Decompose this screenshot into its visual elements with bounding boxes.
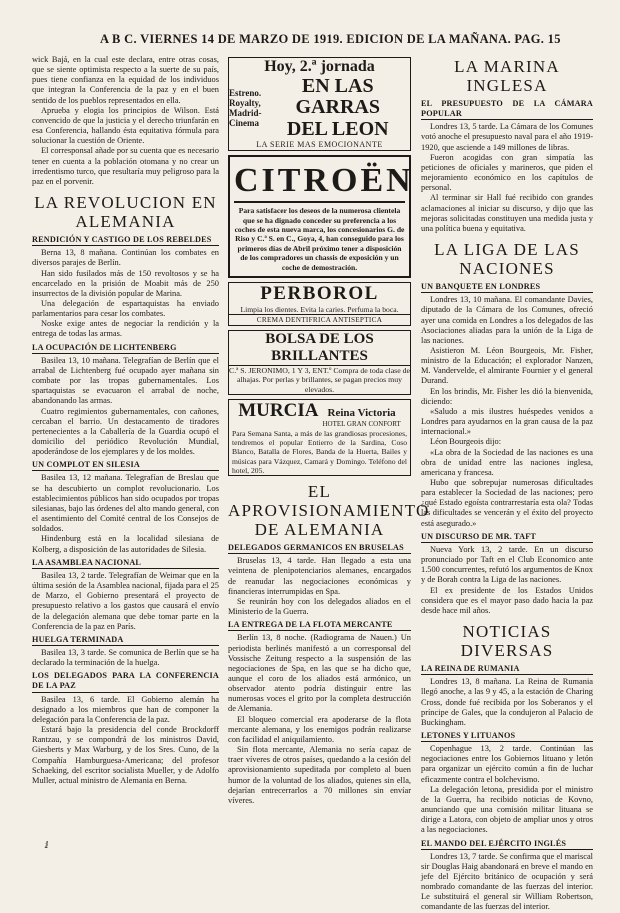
- perborol-advertisement: [228, 282, 411, 326]
- paragraph: Asistieron M. Léon Bourgeois, Mr. Fisher, ministro de la Educación; el explorador Nanzen, M. Vandervelde, el almirante Fournier y el general Durand.: [421, 345, 593, 386]
- paragraph: Cuatro regimientos gubernamentales, con cañones, cercaban el barrio. Un destacamento de tiradores pertenecientes a la Caballería de la Guardia ocupó el domicilio del periódico Revolución Mundial, apoderándose de los ejemplares y de los moldes.: [32, 406, 219, 457]
- section-heading: UN DISCURSO DE MR. TAFT: [421, 532, 593, 543]
- paragraph: «La obra de la Sociedad de las naciones es una obra de unidad entre las naciones inglesa, americana y francesa.: [421, 447, 593, 477]
- paragraph: El corresponsal añade por su cuenta que es necesario tener en cuenta a la población otomana y no crear un irredentismo turco, que resultaría muy peligroso para la paz en el porvenir.: [32, 146, 219, 186]
- paragraph: Basilea 13, 6 tarde. El Gobierno alemán ha designado a los miembros que han de componer la delegación para la Conferencia de la paz.: [32, 694, 219, 724]
- cinema-advertisement: [228, 57, 411, 151]
- paragraph: Fueron acogidas con gran simpatía las peticiones de oficiales y marineros, que piden el mejoramiento económico en los capítulos de personal.: [421, 152, 593, 193]
- paragraph: Estará bajo la presidencia del conde Brockdorff Rantzau, y se compondrá de los ministros David, Giesberts y Max Warburg, y de los Sres. Cuno, de la Compañía Hamburguesa-Americana; del profesor Schaeking, del escritor socialista Mueller, y de Adolfo Muller, actual ministro de Alemania en Berna.: [32, 725, 219, 785]
- ad-text: Para satisfacer los deseos de la numerosa clientela que se ha dignado conceder su preferencia a los coches de esta nueva marca, los concesionarios G. de Riso y C.ª S. en C., Goya, 4, han conseguido para los primeros días de Abril próximo tener a disposición de los compradores un chassis de exposición y un coche de demostración.: [234, 206, 405, 272]
- column-3: [421, 55, 593, 912]
- paragraph: Londres 13, 5 tarde. La Cámara de los Comunes votó anoche el presupuesto naval para el año 1919-1920, que asciende a 149 millones de libras.: [421, 122, 593, 152]
- column-2: [228, 55, 430, 855]
- section-heading: EL PRESUPUESTO DE LA CÁMARA POPULAR: [421, 99, 593, 120]
- perborol-logo: PERBOROL: [260, 283, 379, 304]
- ad-text: C.ª S. JERONIMO, 1 Y 3, ENT.º Compra de toda clase de alhajas. Por perlas y brillantes, se pagan precios muy elevados.: [229, 366, 410, 394]
- paragraph: Se reunirán hoy con los delegados aliados en el Ministerio de la Guerra.: [228, 596, 411, 617]
- ad-logo: MURCIA: [238, 399, 319, 421]
- paragraph: Aprueba y elogia los principios de Wilson. Está convencido de que la justicia y el derecho triunfarán en esa Conferencia, hallando ésta equitativa fórmula para solucionar la cuestión de Oriente.: [32, 105, 219, 146]
- ad-headline: Hoy, 2.ª jornada: [264, 58, 375, 75]
- section-heading: EL MANDO DEL EJÉRCITO INGLÉS: [421, 839, 593, 850]
- film-title-line-2: DEL LEON: [286, 118, 389, 140]
- column-1: [32, 55, 219, 855]
- section-heading: LOS DELEGADOS PARA LA CONFERENCIA DE LA PAZ: [32, 671, 219, 692]
- paragraph: Londres 13, 8 mañana. La Reina de Rumania llegó anoche, a las 9 y 45, a la estación de Charing Cross, donde fué recibida por los Soberanos y el príncipe de Gales, que la condujeron al Palacio de Buckingham.: [421, 677, 593, 727]
- ad-venues: Estreno. Royalty, Madrid- Cinema: [229, 88, 262, 128]
- section-heading: LETONES Y LITUANOS: [421, 731, 593, 742]
- section-heading: LA ASAMBLEA NACIONAL: [32, 558, 219, 569]
- ad-logo: BOLSA DE LOS BRILLANTES: [229, 331, 410, 366]
- section-heading: RENDICIÓN Y CASTIGO DE LOS REBELDES: [32, 235, 219, 246]
- citroen-logo: CITROËN: [234, 161, 405, 203]
- page-mark: ⅈ: [45, 840, 49, 850]
- citroen-advertisement: [228, 155, 414, 278]
- paragraph: Bruselas 13, 4 tarde. Han llegado a esta una veintena de plenipotenciarios alemanes, encargados de reanudar las negociaciones económicas y financieras interrumpidas en Spa.: [228, 556, 411, 596]
- paragraph: Berlín 13, 8 noche. (Radiograma de Nauen.) Un periodista berlinés manifestó a un corresponsal del Vossische Zeitung respecto a la suspensión de las negociaciones de Spa, en las que se ha dicho que, aunque el coro de los aliados está armónico, un observador atento podría distinguir entre las numerosas voces el grito por la completa destrucción de Alemania.: [228, 633, 411, 714]
- paragraph: Basilea 13, 12 mañana. Telegrafían de Breslau que se ha descubierto un complot revolucionario. Los establecimientos públicos han sido ocupados por tropas silesianas, bajo las órdenes del alto mando general, con el asentimiento del Comité central de los Consejos de soldados.: [32, 473, 219, 534]
- article-title: EL APROVISIONAMIENTO DE ALEMANIA: [228, 482, 430, 540]
- page-header: A B C. VIERNES 14 DE MARZO DE 1919. EDICION DE LA MAÑANA. PAG. 15: [100, 32, 561, 46]
- section-heading: UN COMPLOT EN SILESIA: [32, 460, 219, 471]
- section-heading: LA ENTREGA DE LA FLOTA MERCANTE: [228, 620, 411, 631]
- article-title: LA MARINA INGLESA: [454, 57, 560, 95]
- section-heading: UN BANQUETE EN LONDRES: [421, 282, 593, 293]
- ad-tagline: CREMA DENTIFRICA ANTISEPTICA: [229, 314, 410, 325]
- paragraph: Una delegación de espartaquistas ha enviado parlamentarios para cesar los combates.: [32, 298, 219, 319]
- hotel-subtitle: HOTEL GRAN CONFORT: [322, 419, 401, 428]
- paragraph: Sin flota mercante, Alemania no sería capaz de traer víveres de otros países, quedando a la cesión del aprovisionamiento supeditada por completo al buen humor de la voluntad de los aliados, quienes sin ella, dejarían entrecerrarlos a 70 millones sin envíar víveres.: [228, 745, 411, 805]
- paragraph: Al terminar sir Hall fué recibido con grandes aclamaciones al iniciar su discurso, y dijo que las mejoras solicitadas constituyen una medida justa y una política buena y equitativa.: [421, 193, 593, 233]
- film-title-line-1: EN LAS GARRAS: [295, 75, 380, 118]
- paragraph: Basilea 13, 3 tarde. Se comunica de Berlín que se ha declarado la terminación de la huelga.: [32, 647, 219, 668]
- paragraph: Londres 13, 10 mañana. El comandante Davies, diputado de la Cámara de los Comunes, ofreció ayer una comida en Londres a los delegados de las Asociaciones aliadas para la unión de la Liga de las naciones.: [421, 295, 593, 345]
- article-title: LA LIGA DE LAS NACIONES: [434, 240, 580, 279]
- paragraph: Noske exige antes de negociar la rendición y la entrega de todas las armas.: [32, 319, 219, 339]
- paragraph: Copenhague 13, 2 tarde. Continúan las negociaciones entre los Gobiernos lituano y letón para organizar un ejército común a fin de luchar eficazmente contra el bolchevismo.: [421, 744, 593, 784]
- section-heading: LA OCUPACIÓN DE LICHTENBERG: [32, 343, 219, 354]
- article-title: NOTICIAS DIVERSAS: [460, 622, 554, 661]
- ad-text: Para Semana Santa, a más de las grandiosas procesiones, tendremos el popular Entierro de la Sardina, Coso Blanco, Batalla de Flores, Banda de la Huerta, Bailes y músicas para Vázquez, Camará y Domingo. Teléfono del hotel, 205.: [232, 429, 407, 475]
- section-heading: LA REINA DE RUMANIA: [421, 664, 593, 675]
- ad-tagline: LA SERIE MAS EMOCIONANTE: [256, 140, 383, 149]
- ad-text: Limpia los dientes. Evita la caries. Perfuma la boca.: [240, 305, 399, 314]
- paragraph: «Saludo a mis ilustres huéspedes venidos a Londres para ayudarnos en la gran causa de la paz internacional.»: [421, 406, 593, 437]
- paragraph: El bloqueo comercial era apoderarse de la flota mercante alemana, y los enemigos podrán realizarse con facilidad el aniquilamiento.: [228, 714, 411, 744]
- paragraph: Hubo que sobrepujar numerosas dificultades para establecer la Sociedad de las naciones; pero ¿qué Estado egoísta contrarrestaría esta ola? Todas las dificultades se vencerán y el éxito del proyecto está asegurado.»: [421, 478, 593, 528]
- paragraph: Berna 13, 8 mañana. Continúan los combates en diversos parajes de Berlín.: [32, 248, 219, 268]
- paragraph: Hindenburg está en la localidad silesiana de Kolberg, a disposición de las autoridades de Silesia.: [32, 534, 219, 554]
- paragraph: Basilea 13, 10 mañana. Telegrafían de Berlín que el arrabal de Lichtenberg fué ocupado ayer mañana sin combate por las tropas gubernamentales. Los spartaquistas se evacuaron el arrabal de noche, abandonando las armas.: [32, 355, 219, 406]
- paragraph: Londres 13, 7 tarde. Se confirma que el mariscal sir Douglas Haig abandonará en breve el mando en jefe del Ejército británico de ocupación y será nombrado comandante de las fuerzas del interior. Le substituirá el general sir William Robertson, comandante de las fuerzas del interior.: [421, 851, 593, 912]
- section-heading: DELEGADOS GERMANICOS EN BRUSELAS: [228, 543, 411, 554]
- section-heading: HUELGA TERMINADA: [32, 635, 219, 646]
- hotel-name: Reina Victoria: [327, 406, 396, 419]
- paragraph: Basilea 13, 2 tarde. Telegrafían de Weimar que en la última sesión de la Asamblea nacional, fijada para el 25 de Marzo, el Gobierno presentará el proyecto de presupuesto relativo a los gastos que causará el envío de la delegación alemana que debe tomar parte en la Conferencia de la paz en París.: [32, 570, 219, 631]
- bolsa-brillantes-advertisement: [228, 330, 411, 395]
- paragraph: Léon Bourgeois dijo:: [430, 437, 502, 447]
- paragraph: En los brindis, Mr. Fisher les dió la bienvenida, diciendo:: [421, 386, 593, 406]
- paragraph: wick Bajá, en la cual este declara, entre otras cosas, que se siente optimista respecto a la suerte de su país, pues tiene confianza en la equidad de los individuos que integran la Conferencia de la paz y en el buen sentido de los pueblos representados en ella.: [32, 55, 219, 105]
- paragraph: El ex presidente de los Estados Unidos considera que es el mayor paso dado hacia la paz desde hace mil años.: [421, 585, 593, 615]
- paragraph: Han sido fusilados más de 150 revoltosos y se ha encarcelado en la prisión de Moabit más de 250 insurrectos de la división popular de Marina.: [32, 268, 219, 298]
- article-title: LA REVOLUCION EN ALEMANIA: [34, 193, 217, 232]
- paragraph: La delegación letona, presidida por el ministro de la Guerra, ha recibido noticias de Kovno, anunciando que una comisión militar lituana se dirige a Latora, con objeto de ampliar unos y otros a las negociaciones.: [421, 784, 593, 835]
- paragraph: Nueva York 13, 2 tarde. En un discurso pronunciado por Taft en el Club Economico ante 1.500 concurrentes, refutó los argumentos de Knox y de Borah contra la Liga de las naciones.: [421, 544, 593, 585]
- murcia-hotel-advertisement: [228, 399, 411, 476]
